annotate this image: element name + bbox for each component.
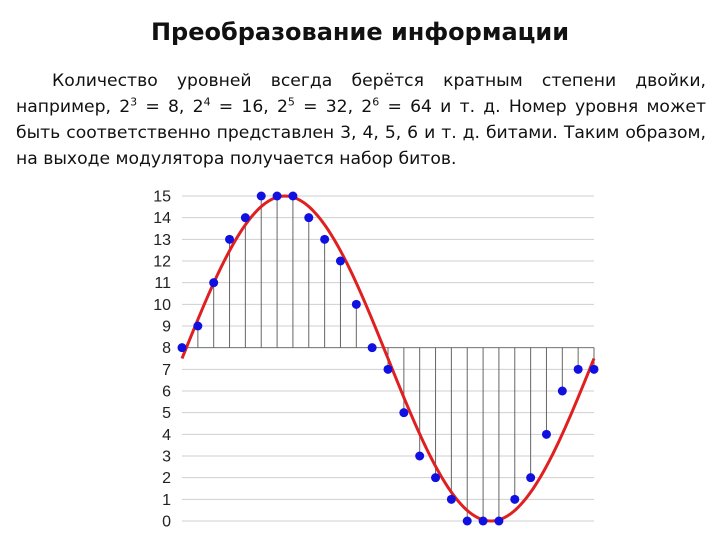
sine-curve (182, 196, 594, 521)
paragraph-text-2: = 8, 2 (137, 97, 204, 117)
y-tick-label-2: 2 (162, 470, 171, 488)
y-tick-label-7: 7 (162, 361, 171, 379)
y-tick-label-5: 5 (162, 405, 171, 423)
sample-point (352, 300, 361, 309)
sample-point (178, 343, 187, 352)
paragraph-text-3: = 16, 2 (210, 97, 288, 117)
y-axis-ticks (153, 189, 171, 531)
sample-point (574, 365, 583, 374)
sample-point (463, 517, 472, 526)
exponent-5: 5 (287, 95, 295, 109)
sample-point (209, 278, 218, 287)
y-tick-label-0: 0 (162, 513, 171, 531)
sample-point (304, 213, 313, 222)
sample-point (479, 517, 488, 526)
sample-point (368, 343, 377, 352)
sample-point (510, 495, 519, 504)
slide-title: Преобразование информации (150, 18, 570, 46)
sample-point (590, 365, 599, 374)
sample-point (257, 192, 266, 201)
exponent-4: 4 (203, 95, 211, 109)
paragraph-text-4: = 32, 2 (294, 97, 373, 117)
sample-point (399, 408, 408, 417)
y-tick-label-3: 3 (162, 448, 171, 466)
y-tick-label-1: 1 (162, 491, 171, 509)
y-tick-label-14: 14 (153, 210, 171, 228)
y-tick-label-6: 6 (162, 383, 171, 401)
paragraph-text-1: Количество уровней всегда берётся кратным степени двойки, например, 2 (16, 71, 706, 117)
y-tick-label-12: 12 (153, 253, 171, 271)
y-tick-label-13: 13 (153, 231, 171, 249)
exponent-3: 3 (130, 95, 138, 109)
sample-point (526, 473, 535, 482)
sample-point (558, 387, 567, 396)
sample-point (415, 452, 424, 461)
sample-point (273, 192, 282, 201)
y-tick-label-15: 15 (153, 188, 171, 206)
sample-point (542, 430, 551, 439)
sample-point (336, 257, 345, 266)
y-tick-label-11: 11 (154, 275, 171, 293)
y-tick-label-9: 9 (162, 318, 171, 336)
y-tick-label-8: 8 (162, 340, 171, 358)
sample-point (384, 365, 393, 374)
sample-point (288, 192, 297, 201)
y-tick-label-4: 4 (162, 426, 171, 444)
paragraph-text-5: = 64 и т. д. Номер уровня может быть соответственно представлен 3, 4, 5, 6 и т. д. битами. Таким образом, на выходе модулятора получается набор битов. (16, 97, 707, 169)
sample-point (241, 213, 250, 222)
sample-point (494, 517, 503, 526)
y-tick-label-10: 10 (153, 296, 171, 314)
sample-point (193, 322, 202, 331)
sample-point (447, 495, 456, 504)
sample-point (225, 235, 234, 244)
exponent-6: 6 (372, 95, 380, 109)
sample-point (320, 235, 329, 244)
sample-point (431, 473, 440, 482)
